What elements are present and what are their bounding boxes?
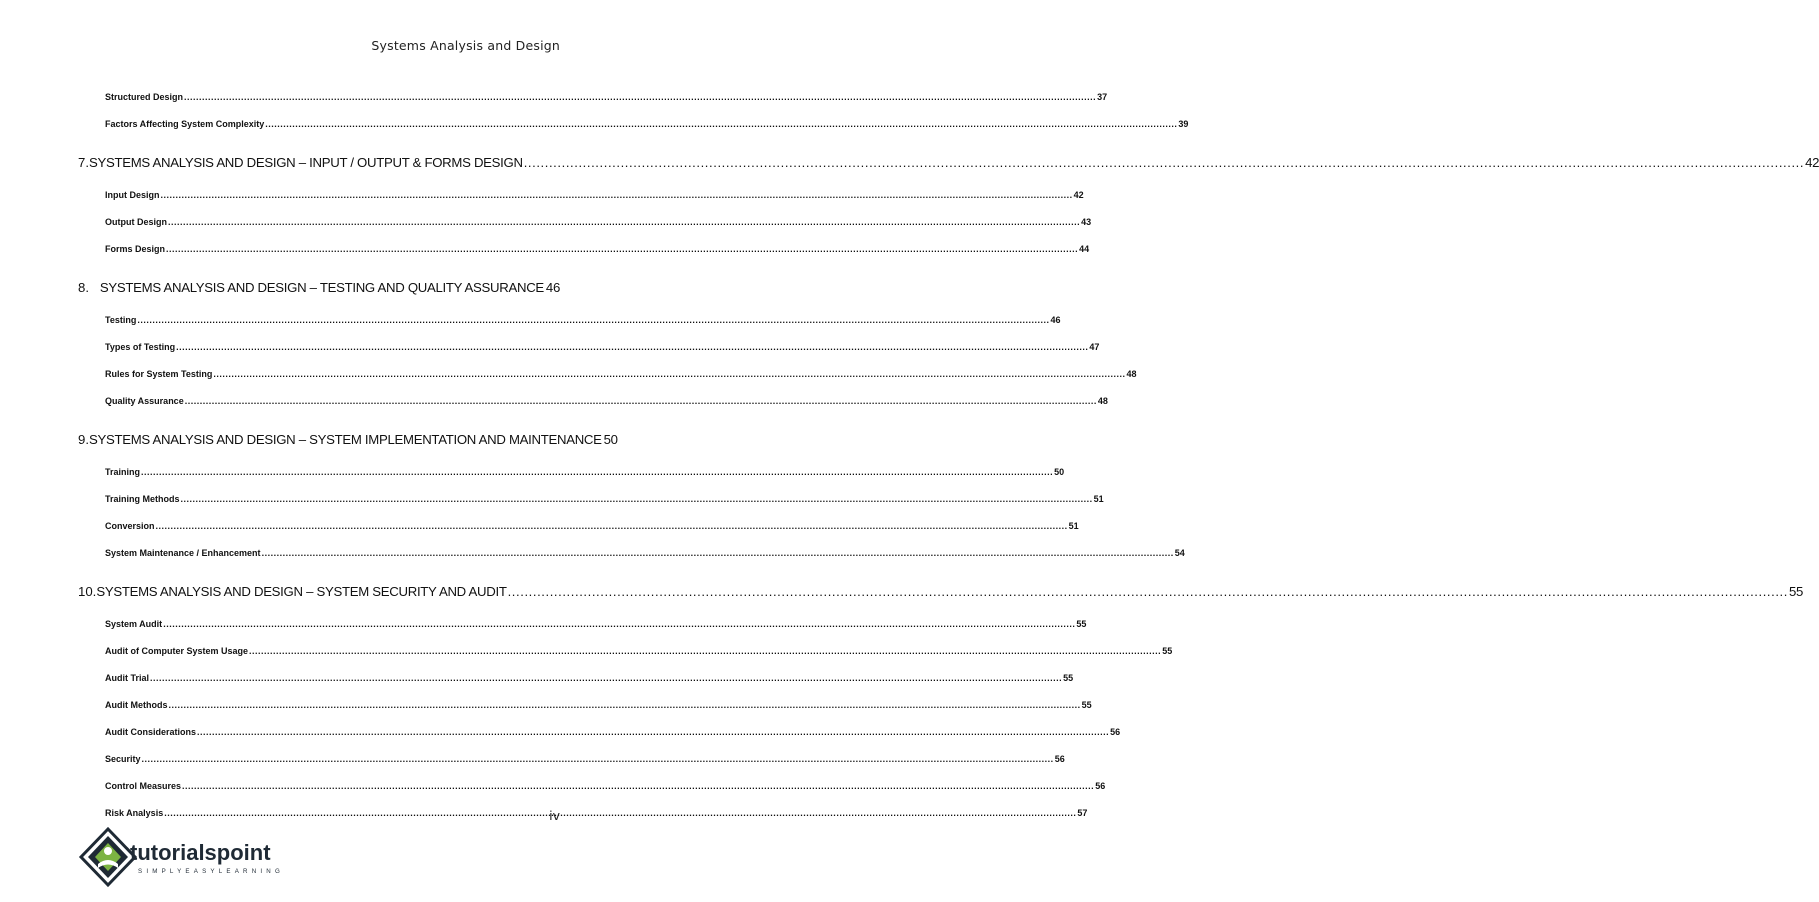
toc-entry[interactable] <box>78 692 1092 719</box>
toc-entry[interactable] <box>78 182 1084 209</box>
dot-leader <box>156 513 1068 540</box>
entry-label: Audit Considerations <box>105 727 197 737</box>
chapter-number: 8. <box>78 280 89 295</box>
page-ref: 55 <box>1081 700 1092 710</box>
toc-entry[interactable] <box>78 719 1121 746</box>
entry-label: System Audit <box>105 619 163 629</box>
page-ref: 47 <box>1089 342 1100 352</box>
chapter-title: SYSTEMS ANALYSIS AND DESIGN – INPUT / OUTPUT & FORMS DESIGN <box>89 155 523 170</box>
dot-leader <box>182 773 1094 800</box>
page-ref: 56 <box>1095 781 1106 791</box>
entry-label: Security <box>105 754 141 764</box>
page-ref: 42 <box>1073 190 1084 200</box>
chapter-title: SYSTEMS ANALYSIS AND DESIGN – TESTING AND QUALITY ASSURANCE <box>99 280 544 295</box>
dot-leader <box>249 638 1161 665</box>
running-header: Systems Analysis and Design <box>371 38 560 53</box>
toc-entry[interactable] <box>78 388 1108 415</box>
dot-leader <box>185 388 1097 415</box>
page-ref: 44 <box>1079 244 1090 254</box>
page-ref: 57 <box>1077 808 1088 818</box>
table-of-contents <box>78 84 1819 827</box>
dot-leader <box>197 719 1109 746</box>
dot-leader <box>168 209 1080 236</box>
toc-entry[interactable] <box>78 486 1104 513</box>
page-ref: 46 <box>1050 315 1061 325</box>
page-ref: 50 <box>603 432 618 447</box>
dot-leader <box>169 692 1081 719</box>
dot-leader <box>164 800 1076 827</box>
toc-entry[interactable] <box>78 84 1108 111</box>
chapter-number: 9. <box>78 432 89 447</box>
page-ref: 37 <box>1097 92 1108 102</box>
toc-entry[interactable] <box>78 800 1088 827</box>
page-ref: 48 <box>1126 369 1137 379</box>
entry-label: Audit Methods <box>105 700 168 710</box>
dot-leader <box>163 611 1075 638</box>
entry-label: Training Methods <box>105 494 180 504</box>
entry-label: Risk Analysis <box>105 808 164 818</box>
toc-entry[interactable] <box>78 334 1100 361</box>
entry-label: Output Design <box>105 217 167 227</box>
toc-entry[interactable] <box>78 638 1173 665</box>
page-ref: 54 <box>1174 548 1185 558</box>
entry-label: Forms Design <box>105 244 166 254</box>
toc-entry[interactable] <box>78 209 1092 236</box>
page-ref: 55 <box>1162 646 1173 656</box>
page-ref: 43 <box>1081 217 1092 227</box>
page-ref: 55 <box>1076 619 1087 629</box>
chapter-title: SYSTEMS ANALYSIS AND DESIGN – SYSTEM SECURITY AND AUDIT <box>96 584 507 599</box>
tutorialspoint-logo <box>78 826 284 888</box>
toc-entry[interactable] <box>78 307 1061 334</box>
chapter-title: SYSTEMS ANALYSIS AND DESIGN – SYSTEM IMPLEMENTATION AND MAINTENANCE <box>89 432 602 447</box>
page-ref: 51 <box>1093 494 1104 504</box>
entry-label: Quality Assurance <box>105 396 184 406</box>
page-ref: 50 <box>1054 467 1065 477</box>
page-ref: 48 <box>1097 396 1108 406</box>
toc-entry[interactable] <box>78 611 1087 638</box>
toc-entry[interactable] <box>78 513 1079 540</box>
toc-entry[interactable] <box>78 540 1185 567</box>
entry-label: Rules for System Testing <box>105 369 213 379</box>
toc-entry[interactable] <box>78 459 1065 486</box>
entry-label: Input Design <box>105 190 160 200</box>
dot-leader <box>262 540 1174 567</box>
toc-entry[interactable] <box>78 111 1189 138</box>
toc-chapter[interactable] <box>78 144 1819 182</box>
dot-leader <box>181 486 1093 513</box>
logo-wordmark: tutorialspoint <box>130 840 271 865</box>
dot-leader <box>508 573 1788 611</box>
dot-leader <box>265 111 1177 138</box>
dot-leader <box>176 334 1088 361</box>
dot-leader <box>184 84 1096 111</box>
logo-emblem-icon <box>81 829 135 885</box>
entry-label: Testing <box>105 315 137 325</box>
chapter-number: 7. <box>78 155 89 170</box>
entry-label: Structured Design <box>105 92 184 102</box>
dot-leader <box>141 459 1053 486</box>
toc-chapter[interactable] <box>78 269 560 307</box>
entry-label: Conversion <box>105 521 155 531</box>
toc-entry[interactable] <box>78 665 1074 692</box>
toc-entry[interactable] <box>78 773 1106 800</box>
toc-entry[interactable] <box>78 236 1090 263</box>
entry-label: Training <box>105 467 141 477</box>
chapter-number: 10. <box>78 584 97 599</box>
toc-entry[interactable] <box>78 361 1137 388</box>
dot-leader <box>142 746 1054 773</box>
page-ref: 55 <box>1063 673 1074 683</box>
entry-label: Factors Affecting System Complexity <box>105 119 265 129</box>
entry-label: System Maintenance / Enhancement <box>105 548 261 558</box>
page-ref: 46 <box>545 280 560 295</box>
dot-leader <box>150 665 1062 692</box>
entry-label: Types of Testing <box>105 342 176 352</box>
toc-chapter[interactable] <box>78 573 1804 611</box>
entry-label: Audit Trial <box>105 673 150 683</box>
toc-entry[interactable] <box>78 746 1065 773</box>
dot-leader <box>161 182 1073 209</box>
entry-label: Audit of Computer System Usage <box>105 646 249 656</box>
dot-leader <box>213 361 1125 388</box>
page-ref: 55 <box>1788 584 1804 599</box>
page-ref: 39 <box>1178 119 1189 129</box>
page-ref: 51 <box>1068 521 1079 531</box>
page-number: iv <box>549 808 560 823</box>
page-ref: 56 <box>1054 754 1065 764</box>
dot-leader <box>166 236 1078 263</box>
dot-leader <box>137 307 1049 334</box>
entry-label: Control Measures <box>105 781 182 791</box>
dot-leader <box>524 144 1804 182</box>
toc-chapter[interactable] <box>78 421 618 459</box>
page-ref: 56 <box>1110 727 1121 737</box>
logo-tagline: SIMPLYEASYLEARNING <box>138 868 284 875</box>
page-ref: 42 <box>1805 155 1819 170</box>
